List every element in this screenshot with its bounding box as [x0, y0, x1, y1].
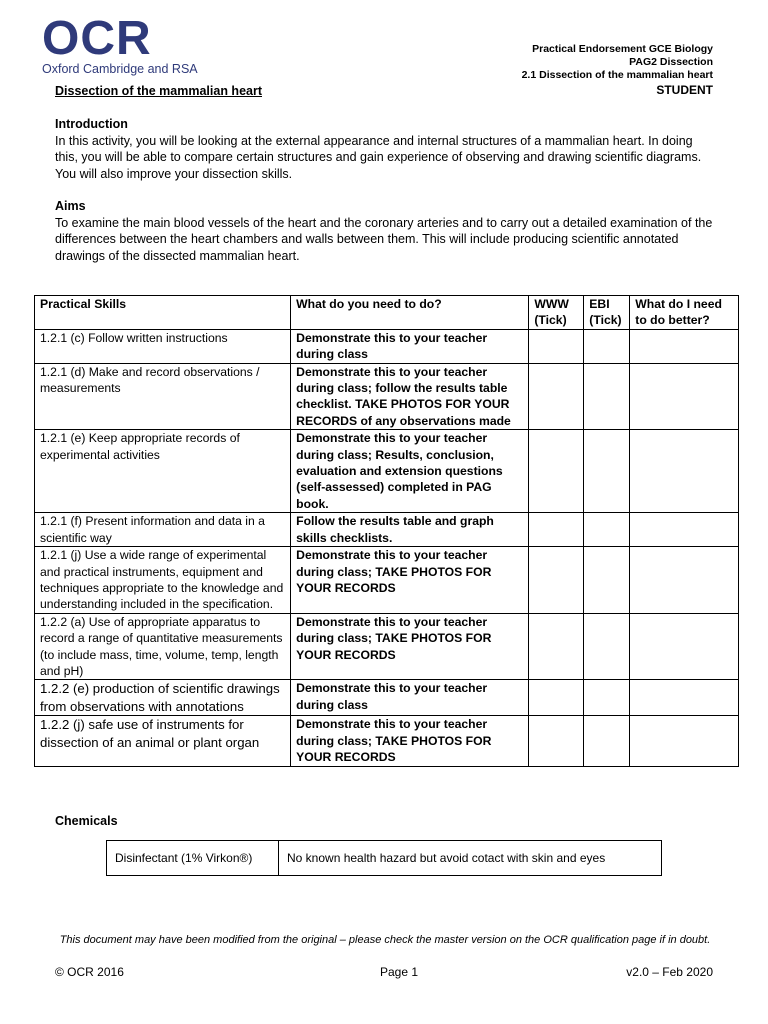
improvement-cell[interactable]	[630, 547, 739, 614]
todo-cell: Demonstrate this to your teacher during class	[291, 680, 529, 716]
chemicals-heading: Chemicals	[55, 814, 118, 828]
chemicals-table	[106, 840, 662, 876]
logo-text: OCR	[42, 12, 152, 65]
introduction-heading: Introduction	[55, 117, 128, 131]
improvement-cell[interactable]	[630, 716, 739, 766]
ebi-tick-cell[interactable]	[584, 329, 630, 363]
improvement-cell[interactable]	[630, 430, 739, 513]
chemical-name: Disinfectant (1% Virkon®)	[107, 841, 279, 876]
ebi-tick-cell[interactable]	[584, 680, 630, 716]
todo-cell: Follow the results table and graph skills checklists.	[291, 513, 529, 547]
skill-cell: 1.2.1 (d) Make and record observations / measurements	[35, 363, 291, 430]
www-tick-cell[interactable]	[529, 547, 584, 614]
todo-cell: Demonstrate this to your teacher during class; TAKE PHOTOS FOR YOUR RECORDS	[291, 547, 529, 614]
todo-cell: Demonstrate this to your teacher during class; Results, conclusion, evaluation and extension questions (self-assessed) completed in PAG book.	[291, 430, 529, 513]
header-line-pag: PAG2 Dissection	[629, 56, 713, 68]
footer-page-number: Page 1	[380, 965, 419, 979]
www-tick-cell[interactable]	[529, 680, 584, 716]
footer-version: v2.0 – Feb 2020	[626, 965, 713, 979]
table-row	[35, 716, 739, 766]
table-row	[35, 513, 739, 547]
aims-heading: Aims	[55, 199, 86, 213]
document-title: Dissection of the mammalian heart	[55, 84, 263, 98]
www-tick-cell[interactable]	[529, 430, 584, 513]
practical-skills-table	[34, 295, 739, 767]
skill-cell: 1.2.1 (j) Use a wide range of experimental and practical instruments, equipment and techniques appropriate to the knowledge and understanding included in the specification.	[35, 547, 291, 614]
logo-subtitle: Oxford Cambridge and RSA	[42, 62, 198, 76]
header-practical-skills: Practical Skills	[35, 296, 291, 330]
improvement-cell[interactable]	[630, 329, 739, 363]
ebi-tick-cell[interactable]	[584, 547, 630, 614]
table-row	[35, 363, 739, 430]
ebi-tick-cell[interactable]	[584, 363, 630, 430]
aims-section	[55, 198, 715, 264]
skill-cell: 1.2.2 (a) Use of appropriate apparatus to record a range of quantitative measurements (to include mass, time, volume, temp, length and pH)	[35, 613, 291, 680]
skill-cell: 1.2.1 (c) Follow written instructions	[35, 329, 291, 363]
header-info	[522, 43, 713, 97]
header-www: WWW (Tick)	[529, 296, 584, 330]
ocr-logo	[42, 12, 202, 76]
header-line-course: Practical Endorsement GCE Biology	[532, 43, 713, 55]
www-tick-cell[interactable]	[529, 613, 584, 680]
skill-cell: 1.2.2 (e) production of scientific drawings from observations with annotations	[35, 680, 291, 716]
chemical-hazard: No known health hazard but avoid cotact with skin and eyes	[279, 841, 662, 876]
todo-cell: Demonstrate this to your teacher during class; TAKE PHOTOS FOR YOUR RECORDS	[291, 613, 529, 680]
www-tick-cell[interactable]	[529, 513, 584, 547]
todo-cell: Demonstrate this to your teacher during class	[291, 329, 529, 363]
table-row	[35, 329, 739, 363]
todo-cell: Demonstrate this to your teacher during class; TAKE PHOTOS FOR YOUR RECORDS	[291, 716, 529, 766]
improvement-cell[interactable]	[630, 613, 739, 680]
aims-text: To examine the main blood vessels of the heart and the coronary arteries and to carry out a detailed examination of the differences between the heart chambers and walls between them. This will include producing scientific annotated drawings of the dissected mammalian heart.	[55, 215, 713, 263]
skill-cell: 1.2.2 (j) safe use of instruments for dissection of an animal or plant organ	[35, 716, 291, 766]
header-ebi: EBI (Tick)	[584, 296, 630, 330]
introduction-text: In this activity, you will be looking at the external appearance and internal structures of a mammalian heart. In doing this, you will be able to compare certain structures and gain experience of observing and drawing scientific diagrams. You will also improve your dissection skills.	[55, 133, 702, 181]
improvement-cell[interactable]	[630, 513, 739, 547]
chemical-row	[107, 841, 662, 876]
table-row	[35, 430, 739, 513]
introduction-section	[55, 116, 715, 182]
improvement-cell[interactable]	[630, 363, 739, 430]
table-row	[35, 680, 739, 716]
header-what-to-do: What do you need to do?	[291, 296, 529, 330]
www-tick-cell[interactable]	[529, 716, 584, 766]
ebi-tick-cell[interactable]	[584, 613, 630, 680]
table-header-row	[35, 296, 739, 330]
skill-cell: 1.2.1 (f) Present information and data in a scientific way	[35, 513, 291, 547]
table-row	[35, 547, 739, 614]
footer-copyright: © OCR 2016	[55, 965, 124, 979]
header-line-activity: 2.1 Dissection of the mammalian heart	[521, 69, 713, 81]
ebi-tick-cell[interactable]	[584, 716, 630, 766]
header-do-better: What do I need to do better?	[630, 296, 739, 330]
todo-cell: Demonstrate this to your teacher during class; follow the results table checklist. TAKE PHOTOS FOR YOUR RECORDS of any observations made	[291, 363, 529, 430]
table-row	[35, 613, 739, 680]
header-role: STUDENT	[656, 83, 713, 97]
www-tick-cell[interactable]	[529, 363, 584, 430]
footer-disclaimer: This document may have been modified from the original – please check the master version on the OCR qualification page if in doubt.	[59, 934, 711, 946]
ebi-tick-cell[interactable]	[584, 430, 630, 513]
ebi-tick-cell[interactable]	[584, 513, 630, 547]
improvement-cell[interactable]	[630, 680, 739, 716]
www-tick-cell[interactable]	[529, 329, 584, 363]
skill-cell: 1.2.1 (e) Keep appropriate records of experimental activities	[35, 430, 291, 513]
